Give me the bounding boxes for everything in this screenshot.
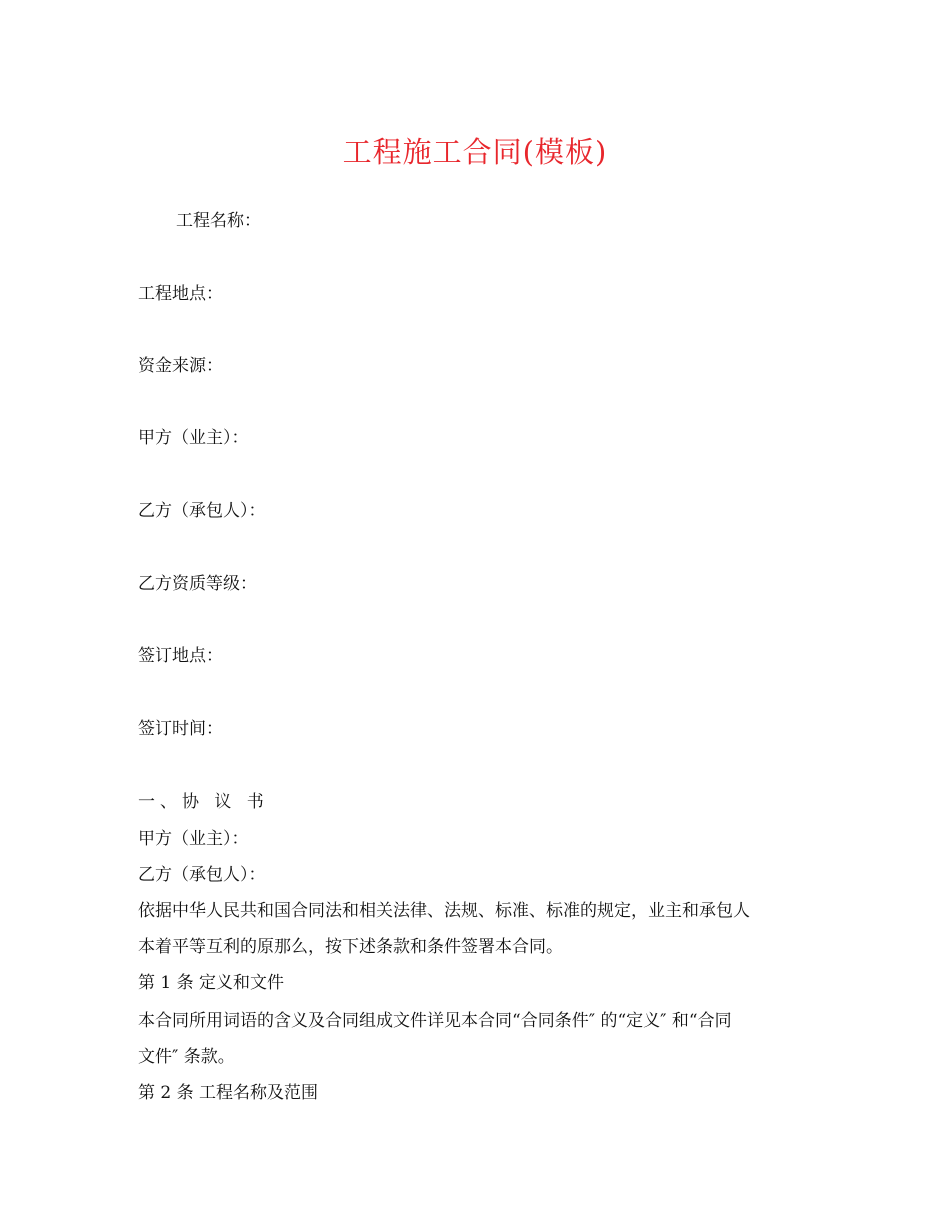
field-signing-time: 签订时间： <box>138 719 223 739</box>
body-line: 依据中华人民共和国合同法和相关法律、法规、标准、标准的规定，业主和承包人 <box>138 901 750 921</box>
field-fund-source: 资金来源： <box>138 356 223 376</box>
body-line: 本合同所用词语的含义及合同组成文件详见本合同“合同条件″ 的“定义″ 和“合同 <box>138 1011 732 1031</box>
body-line: 甲方（业主）： <box>138 829 249 849</box>
body-line: 文件″ 条款。 <box>138 1047 235 1067</box>
body-line: 乙方（承包人）： <box>138 865 266 885</box>
field-party-b: 乙方（承包人）： <box>138 501 266 521</box>
field-project-location: 工程地点： <box>138 284 223 304</box>
section-heading-agreement: 一、协 议 书 <box>138 792 269 812</box>
field-project-name: 工程名称： <box>176 211 261 231</box>
article-heading: 第 1 条 定义和文件 <box>138 973 285 993</box>
body-line: 本着平等互利的原那么，按下述条款和条件签署本合同。 <box>138 937 563 957</box>
field-signing-place: 签订地点： <box>138 646 223 666</box>
article-heading: 第 2 条 工程名称及范围 <box>138 1083 319 1103</box>
field-party-a: 甲方（业主）： <box>138 428 249 448</box>
document-title: 工程施工合同(模板) <box>342 135 608 169</box>
field-party-b-qualification: 乙方资质等级： <box>138 574 257 594</box>
